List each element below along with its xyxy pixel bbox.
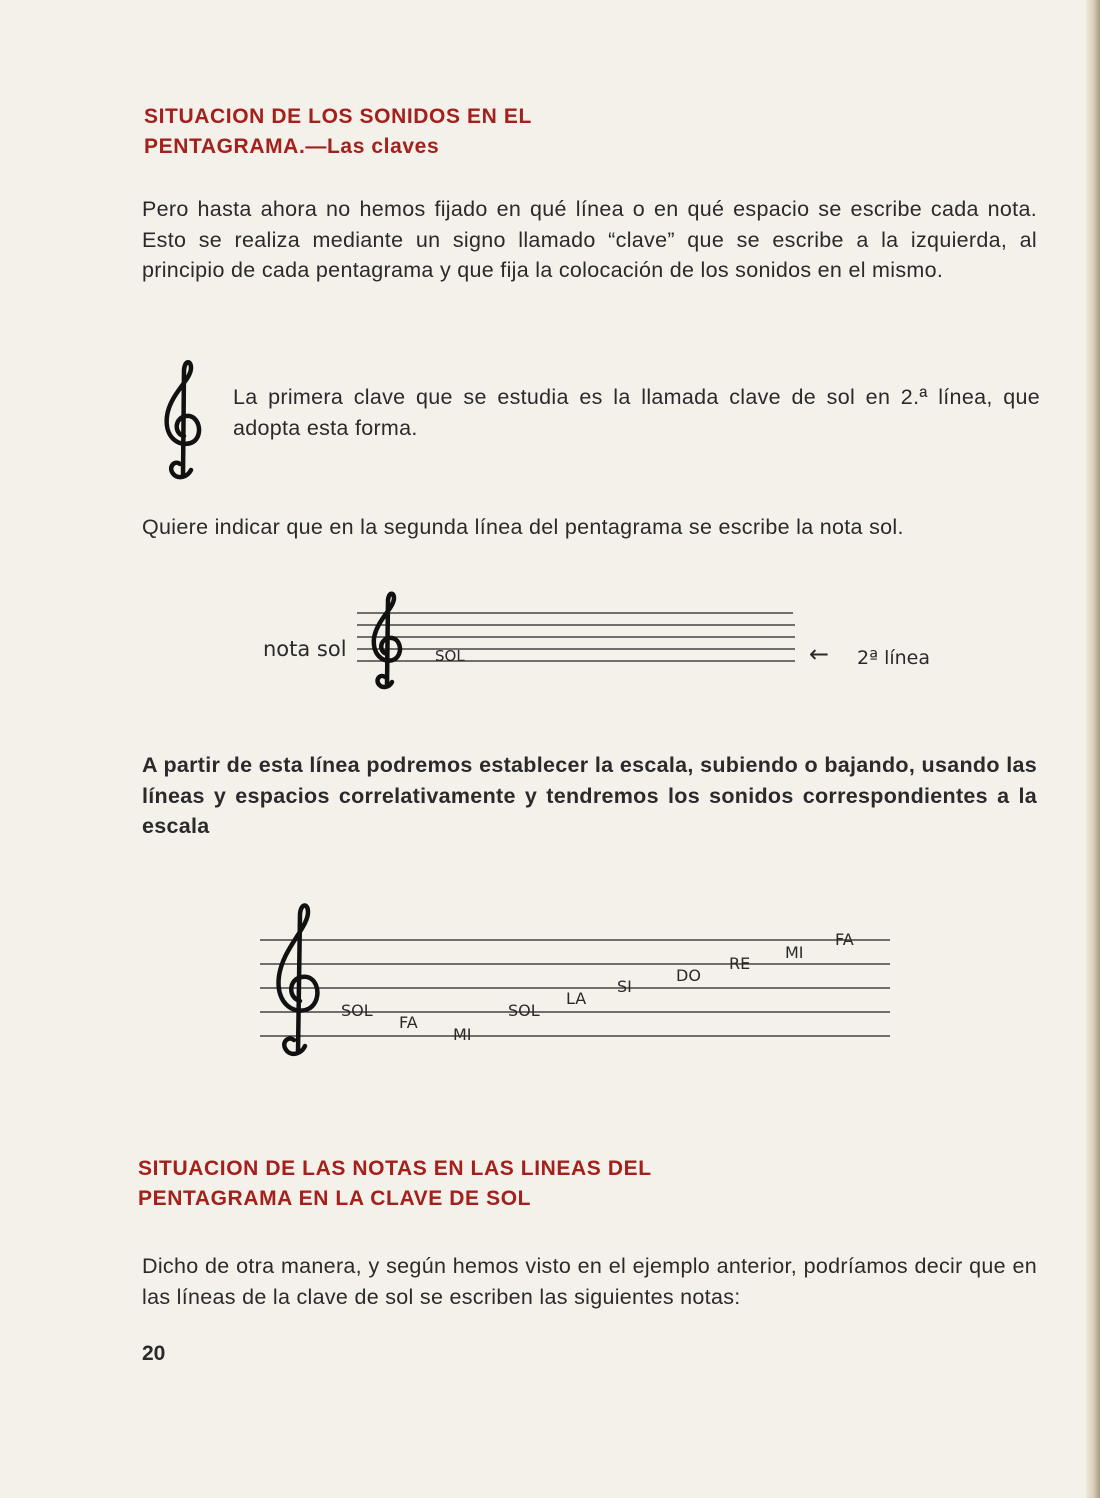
scale-note: SI bbox=[617, 977, 632, 996]
scale-note: SOL bbox=[508, 1001, 540, 1020]
scale-note: DO bbox=[676, 966, 701, 985]
scale-note: MI bbox=[453, 1025, 472, 1044]
treble-clef-icon bbox=[279, 905, 318, 1053]
scale-note: FA bbox=[399, 1013, 418, 1032]
explanation-text: Quiere indicar que en la segunda línea del pentagrama se escribe la nota sol. bbox=[142, 515, 904, 539]
section-heading-claves bbox=[144, 102, 532, 162]
scale-note: RE bbox=[729, 954, 751, 973]
second-line-label: 2ª línea bbox=[857, 647, 931, 669]
scale-note: SOL bbox=[341, 1001, 373, 1020]
heading-subtitle: Las claves bbox=[326, 135, 440, 158]
scale-note: MI bbox=[785, 943, 804, 962]
section-heading-lineas bbox=[138, 1154, 652, 1214]
notes-paragraph: Dicho de otra manera, y según hemos visto en el ejemplo anterior, podríamos decir que en las líneas de la clave de sol se escriben las siguientes notas: bbox=[142, 1254, 1037, 1309]
scale-intro-paragraph: A partir de esta línea podremos establecer la escala, subiendo o bajando, usando las líneas y espacios correlativamente y tendremos los sonidos correspondientes a la escala bbox=[142, 753, 1037, 838]
scale-staff-figure bbox=[255, 900, 895, 1065]
sol-note-label: SOL bbox=[435, 647, 465, 665]
treble-clef-icon bbox=[160, 358, 210, 483]
sol-line-figure bbox=[255, 590, 955, 700]
scale-note: LA bbox=[566, 989, 587, 1008]
treble-clef-icon bbox=[374, 594, 400, 687]
scale-note: FA bbox=[835, 930, 854, 949]
nota-sol-label: nota sol bbox=[263, 637, 347, 661]
intro-paragraph: Pero hasta ahora no hemos fijado en qué línea o en qué espacio se escribe cada nota. Esto se realiza mediante un signo llamado “clave” que se escribe a la izquierda, al principio de cada pentagrama y que fija la colocación de los sonidos en el mismo. bbox=[142, 197, 1037, 282]
heading-line bbox=[144, 132, 532, 162]
treble-clef-figure bbox=[160, 358, 210, 483]
heading-part: PENTAGRAMA.— bbox=[144, 135, 327, 158]
heading-line: PENTAGRAMA EN LA CLAVE DE SOL bbox=[138, 1187, 532, 1210]
scale-notes bbox=[341, 930, 854, 1044]
page-edge bbox=[1086, 0, 1100, 1498]
staff-lines bbox=[357, 613, 795, 661]
clef-intro-text: La primera clave que se estudia es la llamada clave de sol en 2.ª línea, que adopta esta forma. bbox=[233, 385, 1040, 440]
arrow-left-icon: ← bbox=[809, 640, 830, 668]
heading-line: SITUACION DE LAS NOTAS EN LAS LINEAS DEL bbox=[138, 1157, 652, 1180]
heading-line: SITUACION DE LOS SONIDOS EN EL bbox=[144, 105, 532, 128]
page-number: 20 bbox=[142, 1342, 166, 1365]
